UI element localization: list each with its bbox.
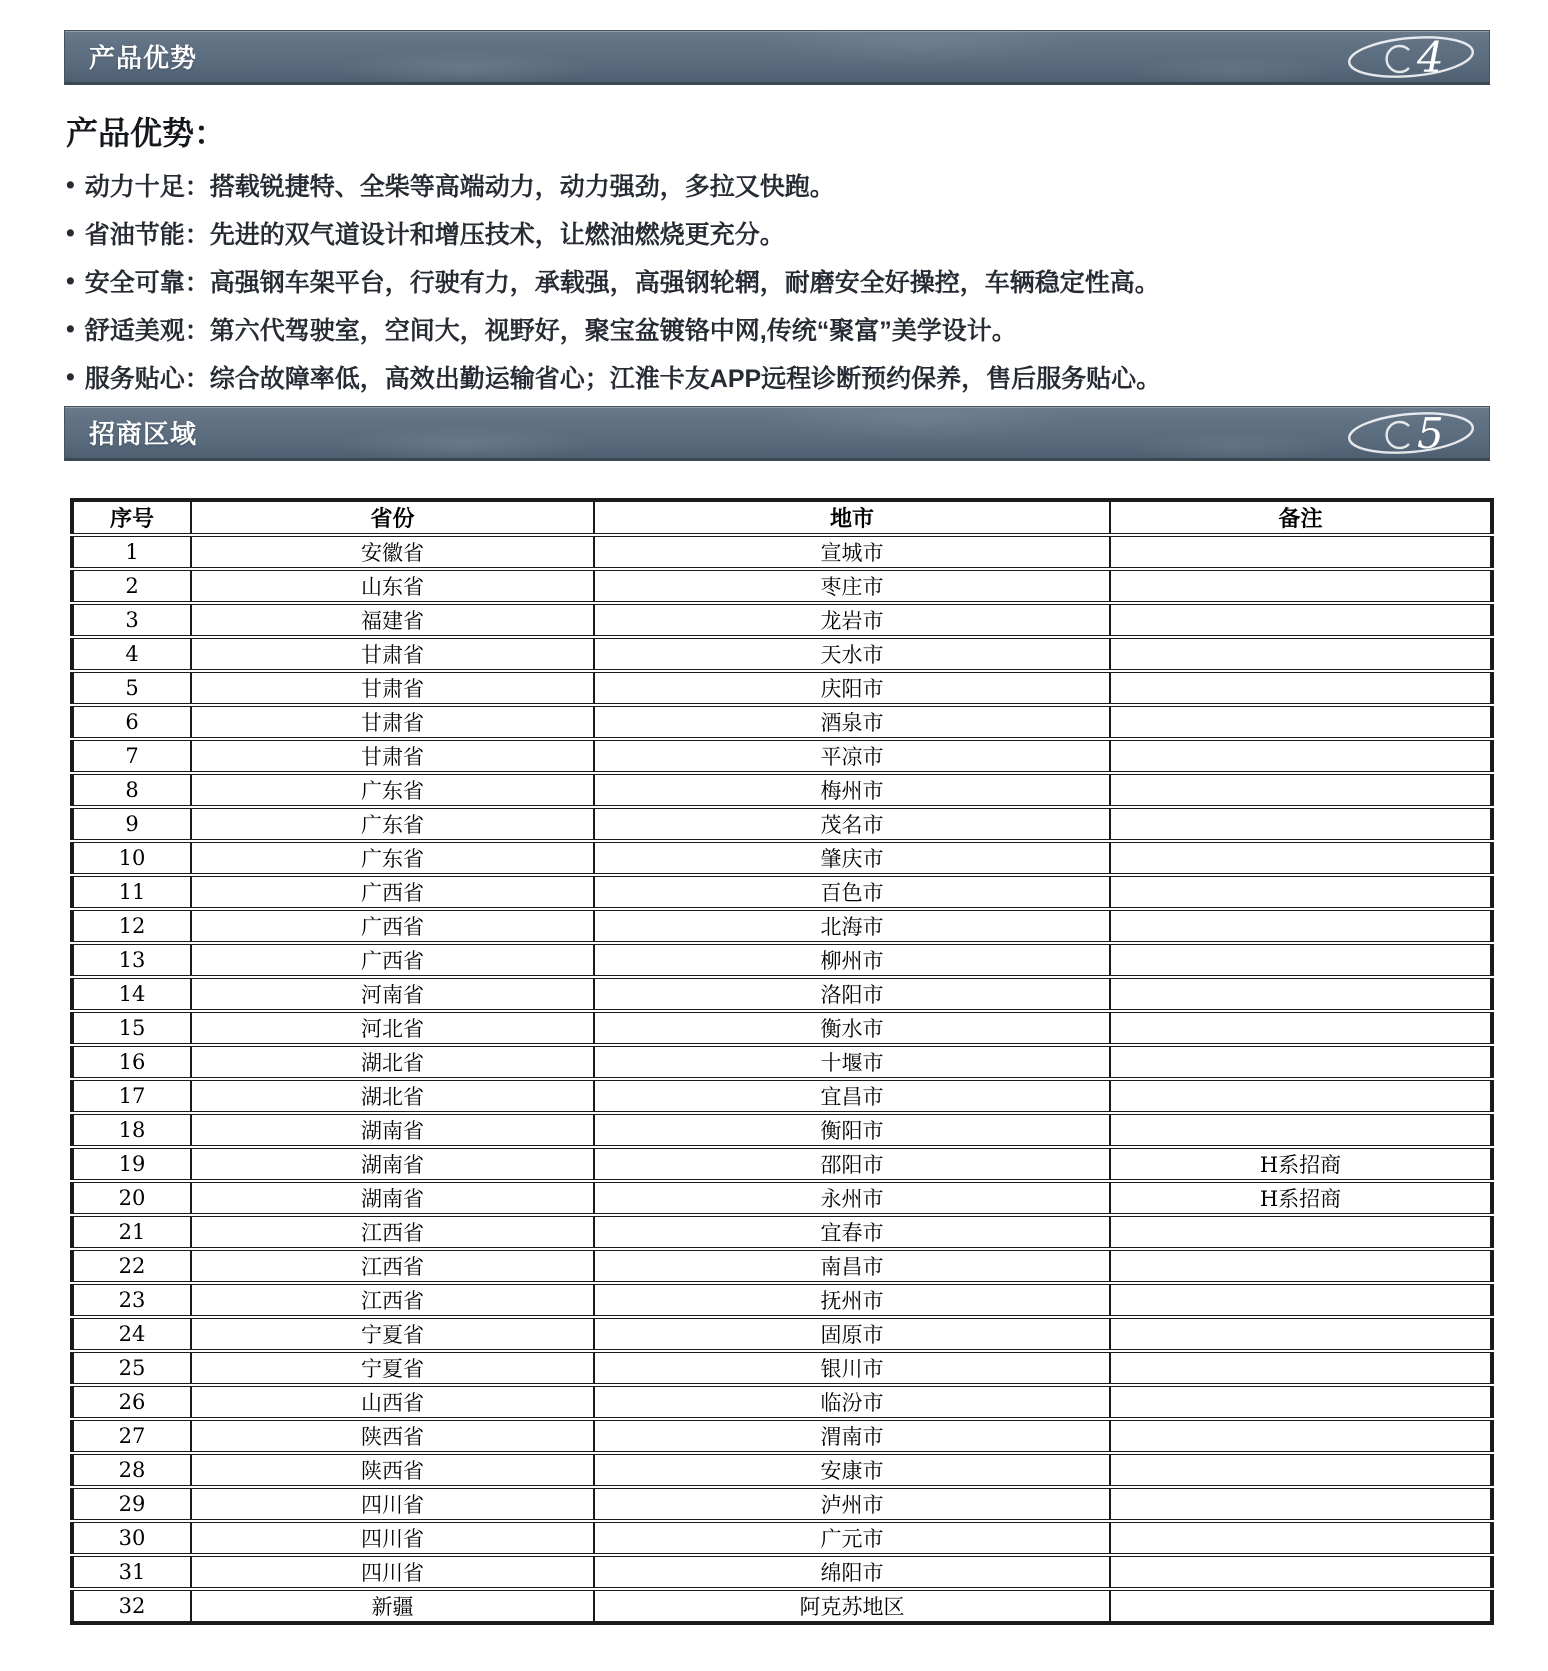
cell-note <box>1110 1555 1492 1589</box>
cell-city: 平凉市 <box>594 739 1110 773</box>
advantage-text: 服务贴心：综合故障率低，高效出勤运输省心；江淮卡友APP远程诊断预约保养，售后服务贴心。 <box>84 365 1162 393</box>
table-row <box>72 977 1492 1011</box>
cell-seq: 19 <box>72 1147 191 1181</box>
cell-note <box>1110 1079 1492 1113</box>
cell-province: 新疆 <box>191 1589 594 1623</box>
cell-province: 陕西省 <box>191 1419 594 1453</box>
cell-city: 洛阳市 <box>594 977 1110 1011</box>
cell-city: 临汾市 <box>594 1385 1110 1419</box>
cell-note <box>1110 671 1492 705</box>
cell-seq: 4 <box>72 637 191 671</box>
table-row <box>72 1283 1492 1317</box>
cell-seq: 9 <box>72 807 191 841</box>
cell-province: 山东省 <box>191 569 594 603</box>
hand-drawn-ellipse-icon <box>1348 408 1475 457</box>
cell-note <box>1110 569 1492 603</box>
cell-seq: 21 <box>72 1215 191 1249</box>
table-row <box>72 1317 1492 1351</box>
cell-note <box>1110 1215 1492 1249</box>
cell-seq: 28 <box>72 1453 191 1487</box>
table-row <box>72 637 1492 671</box>
cell-city: 绵阳市 <box>594 1555 1110 1589</box>
bullet-icon: • <box>66 362 75 391</box>
advantage-text: 安全可靠：高强钢车架平台，行驶有力，承载强，高强钢轮辋，耐磨安全好操控，车辆稳定性高。 <box>84 269 1160 297</box>
cell-city: 梅州市 <box>594 773 1110 807</box>
bullet-icon: • <box>66 314 75 343</box>
table-row <box>72 1419 1492 1453</box>
cell-city: 固原市 <box>594 1317 1110 1351</box>
region-table-body <box>72 535 1492 1623</box>
cell-province: 甘肃省 <box>191 705 594 739</box>
advantage-item <box>0 353 1548 401</box>
bullet-icon: • <box>66 218 75 247</box>
cell-city: 衡阳市 <box>594 1113 1110 1147</box>
cell-seq: 32 <box>72 1589 191 1623</box>
table-row <box>72 1555 1492 1589</box>
table-row <box>72 1079 1492 1113</box>
cell-seq: 11 <box>72 875 191 909</box>
cell-city: 泸州市 <box>594 1487 1110 1521</box>
cell-province: 甘肃省 <box>191 739 594 773</box>
cell-city: 南昌市 <box>594 1249 1110 1283</box>
cell-note <box>1110 1521 1492 1555</box>
cell-city: 广元市 <box>594 1521 1110 1555</box>
table-row <box>72 773 1492 807</box>
bullet-icon: • <box>66 266 75 295</box>
cell-province: 湖北省 <box>191 1079 594 1113</box>
table-row <box>72 807 1492 841</box>
cell-seq: 6 <box>72 705 191 739</box>
cell-note <box>1110 1249 1492 1283</box>
table-row <box>72 875 1492 909</box>
cell-province: 湖南省 <box>191 1181 594 1215</box>
cell-seq: 24 <box>72 1317 191 1351</box>
cell-note <box>1110 1487 1492 1521</box>
advantages-list <box>0 161 1548 401</box>
cell-seq: 5 <box>72 671 191 705</box>
cell-province: 河南省 <box>191 977 594 1011</box>
cell-city: 安康市 <box>594 1453 1110 1487</box>
cell-seq: 26 <box>72 1385 191 1419</box>
table-row <box>72 1589 1492 1623</box>
cell-seq: 10 <box>72 841 191 875</box>
cell-city: 庆阳市 <box>594 671 1110 705</box>
cell-city: 银川市 <box>594 1351 1110 1385</box>
cell-note <box>1110 603 1492 637</box>
cell-province: 广西省 <box>191 943 594 977</box>
cell-city: 柳州市 <box>594 943 1110 977</box>
table-row <box>72 909 1492 943</box>
cell-note <box>1110 1011 1492 1045</box>
region-table-head <box>72 500 1492 535</box>
advantage-text: 舒适美观：第六代驾驶室，空间大，视野好，聚宝盆镀铬中网,传统“聚富”美学设计。 <box>84 317 1017 345</box>
cell-province: 湖北省 <box>191 1045 594 1079</box>
table-header-row <box>72 500 1492 535</box>
cell-province: 安徽省 <box>191 535 594 569</box>
section-header-advantages <box>64 30 1490 85</box>
table-row <box>72 1249 1492 1283</box>
region-table <box>70 498 1494 1625</box>
table-row <box>72 1181 1492 1215</box>
cell-province: 湖南省 <box>191 1113 594 1147</box>
col-header-note: 备注 <box>1110 500 1492 535</box>
cell-province: 山西省 <box>191 1385 594 1419</box>
cell-province: 甘肃省 <box>191 671 594 705</box>
cell-seq: 31 <box>72 1555 191 1589</box>
cell-note <box>1110 909 1492 943</box>
page-number: 5 <box>1417 408 1444 458</box>
table-row <box>72 1521 1492 1555</box>
cell-city: 宜昌市 <box>594 1079 1110 1113</box>
section-title-advantages: 产品优势 <box>89 43 198 73</box>
cell-province: 甘肃省 <box>191 637 594 671</box>
table-row <box>72 1147 1492 1181</box>
cell-city: 百色市 <box>594 875 1110 909</box>
cell-note <box>1110 875 1492 909</box>
pen-curl-icon <box>1387 46 1409 72</box>
advantage-item <box>0 209 1548 257</box>
table-row <box>72 603 1492 637</box>
col-header-seq: 序号 <box>72 500 191 535</box>
cell-seq: 18 <box>72 1113 191 1147</box>
table-row <box>72 569 1492 603</box>
hand-drawn-ellipse-icon <box>1348 32 1475 81</box>
cell-note <box>1110 773 1492 807</box>
table-row <box>72 1011 1492 1045</box>
cell-note <box>1110 705 1492 739</box>
cell-seq: 30 <box>72 1521 191 1555</box>
cell-seq: 7 <box>72 739 191 773</box>
page-number-badge-4 <box>1333 25 1483 89</box>
table-row <box>72 739 1492 773</box>
cell-note: H系招商 <box>1110 1147 1492 1181</box>
cell-note <box>1110 1283 1492 1317</box>
cell-province: 河北省 <box>191 1011 594 1045</box>
cell-seq: 1 <box>72 535 191 569</box>
table-row <box>72 671 1492 705</box>
bullet-icon: • <box>66 170 75 199</box>
cell-province: 江西省 <box>191 1215 594 1249</box>
cell-city: 宣城市 <box>594 535 1110 569</box>
advantage-item <box>0 161 1548 209</box>
col-header-province: 省份 <box>191 500 594 535</box>
advantage-text: 动力十足：搭载锐捷特、全柴等高端动力，动力强劲，多拉又快跑。 <box>84 173 835 201</box>
cell-note <box>1110 1045 1492 1079</box>
cell-city: 枣庄市 <box>594 569 1110 603</box>
cell-note <box>1110 1385 1492 1419</box>
table-row <box>72 1487 1492 1521</box>
cell-note <box>1110 977 1492 1011</box>
table-row <box>72 535 1492 569</box>
cell-seq: 17 <box>72 1079 191 1113</box>
table-row <box>72 943 1492 977</box>
cell-city: 抚州市 <box>594 1283 1110 1317</box>
cell-seq: 16 <box>72 1045 191 1079</box>
cell-province: 四川省 <box>191 1487 594 1521</box>
cell-seq: 22 <box>72 1249 191 1283</box>
cell-city: 北海市 <box>594 909 1110 943</box>
cell-note <box>1110 1351 1492 1385</box>
cell-city: 天水市 <box>594 637 1110 671</box>
cell-note <box>1110 841 1492 875</box>
table-row <box>72 1113 1492 1147</box>
table-row <box>72 1215 1492 1249</box>
cell-note <box>1110 807 1492 841</box>
cell-province: 广西省 <box>191 875 594 909</box>
cell-seq: 12 <box>72 909 191 943</box>
table-row <box>72 1351 1492 1385</box>
cell-seq: 29 <box>72 1487 191 1521</box>
cell-province: 广东省 <box>191 841 594 875</box>
cell-province: 宁夏省 <box>191 1351 594 1385</box>
cell-seq: 20 <box>72 1181 191 1215</box>
cell-province: 广东省 <box>191 773 594 807</box>
cell-note: H系招商 <box>1110 1181 1492 1215</box>
cell-city: 龙岩市 <box>594 603 1110 637</box>
cell-province: 广西省 <box>191 909 594 943</box>
cell-province: 湖南省 <box>191 1147 594 1181</box>
cell-note <box>1110 1317 1492 1351</box>
cell-city: 阿克苏地区 <box>594 1589 1110 1623</box>
cell-seq: 25 <box>72 1351 191 1385</box>
cell-city: 永州市 <box>594 1181 1110 1215</box>
cell-seq: 23 <box>72 1283 191 1317</box>
table-row <box>72 841 1492 875</box>
advantage-item <box>0 305 1548 353</box>
table-row <box>72 1453 1492 1487</box>
cell-province: 江西省 <box>191 1249 594 1283</box>
cell-province: 江西省 <box>191 1283 594 1317</box>
cell-seq: 15 <box>72 1011 191 1045</box>
cell-seq: 8 <box>72 773 191 807</box>
section-title-regions: 招商区域 <box>89 419 198 449</box>
cell-city: 邵阳市 <box>594 1147 1110 1181</box>
page-number: 4 <box>1417 32 1444 82</box>
col-header-city: 地市 <box>594 500 1110 535</box>
page-number-badge-5 <box>1333 401 1483 465</box>
cell-city: 茂名市 <box>594 807 1110 841</box>
pen-curl-icon <box>1387 422 1409 448</box>
cell-province: 四川省 <box>191 1555 594 1589</box>
cell-seq: 2 <box>72 569 191 603</box>
cell-city: 衡水市 <box>594 1011 1110 1045</box>
cell-city: 肇庆市 <box>594 841 1110 875</box>
section-header-regions <box>64 406 1490 461</box>
cell-city: 渭南市 <box>594 1419 1110 1453</box>
cell-city: 十堰市 <box>594 1045 1110 1079</box>
cell-note <box>1110 1419 1492 1453</box>
cell-note <box>1110 535 1492 569</box>
cell-seq: 14 <box>72 977 191 1011</box>
cell-province: 陕西省 <box>191 1453 594 1487</box>
cell-city: 宜春市 <box>594 1215 1110 1249</box>
table-row <box>72 1385 1492 1419</box>
cell-city: 酒泉市 <box>594 705 1110 739</box>
cell-note <box>1110 1589 1492 1623</box>
cell-province: 四川省 <box>191 1521 594 1555</box>
advantage-item <box>0 257 1548 305</box>
cell-note <box>1110 1113 1492 1147</box>
cell-province: 福建省 <box>191 603 594 637</box>
cell-seq: 13 <box>72 943 191 977</box>
cell-note <box>1110 943 1492 977</box>
cell-note <box>1110 637 1492 671</box>
table-row <box>72 1045 1492 1079</box>
cell-seq: 3 <box>72 603 191 637</box>
cell-province: 宁夏省 <box>191 1317 594 1351</box>
advantage-text: 省油节能：先进的双气道设计和增压技术，让燃油燃烧更充分。 <box>84 221 785 249</box>
advantages-heading: 产品优势： <box>66 115 227 151</box>
table-row <box>72 705 1492 739</box>
cell-province: 广东省 <box>191 807 594 841</box>
cell-seq: 27 <box>72 1419 191 1453</box>
cell-note <box>1110 1453 1492 1487</box>
cell-note <box>1110 739 1492 773</box>
